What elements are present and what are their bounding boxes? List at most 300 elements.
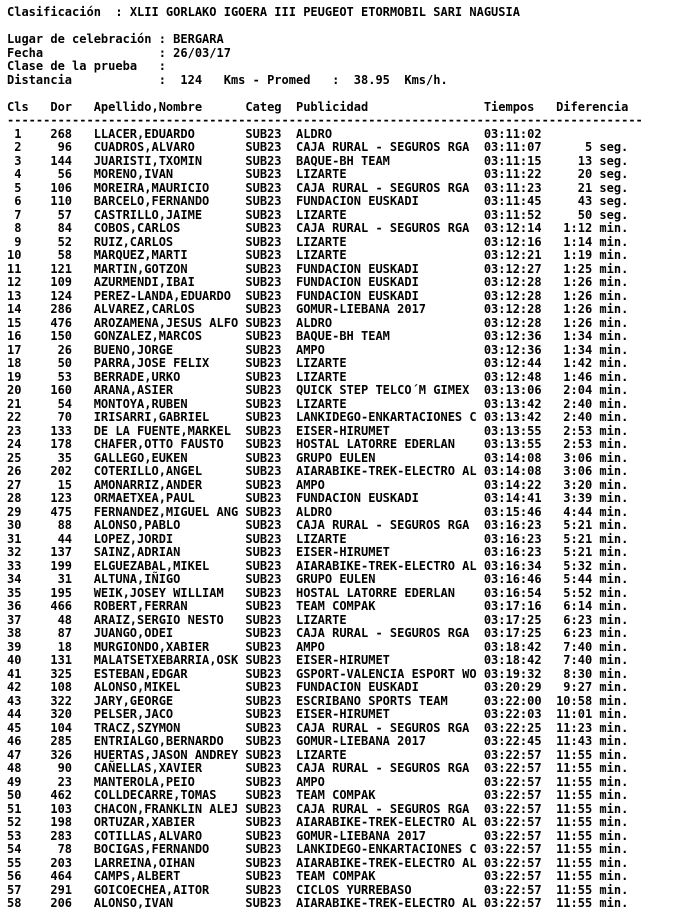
table-row <box>7 398 678 412</box>
sponsor-cell: GSPORT-VALENCIA ESPORT WO <box>295 666 477 681</box>
time-cell: 03:22:57 <box>483 869 542 883</box>
rank-cell: 57 <box>7 882 22 897</box>
title-separator: : <box>115 5 123 19</box>
rank-cell: 30 <box>7 518 22 532</box>
gap-cell: 13 seg. <box>577 153 629 168</box>
time-cell: 03:22:03 <box>483 707 542 721</box>
time-cell: 03:12:21 <box>483 248 542 262</box>
category-cell: SUB23 <box>245 626 282 640</box>
time-cell: 03:22:57 <box>483 896 542 910</box>
category-cell: SUB23 <box>245 329 282 343</box>
rider-name-cell: MURGIONDO,XABIER <box>93 639 210 654</box>
category-cell: SUB23 <box>245 180 282 195</box>
table-row <box>7 519 678 533</box>
sponsor-cell: HOSTAL LATORRE EDERLAN <box>295 585 455 600</box>
rank-cell: 45 <box>7 720 22 735</box>
category-cell: SUB23 <box>245 437 282 451</box>
table-row <box>7 209 678 223</box>
rank-cell: 58 <box>7 896 22 910</box>
rank-cell: 12 <box>7 275 22 289</box>
gap-cell: 5:52 min. <box>563 585 629 600</box>
rider-name-cell: IRISARRI,GABRIEL <box>93 410 210 424</box>
table-header-row <box>7 101 678 115</box>
table-row <box>7 857 678 871</box>
gap-cell: 1:26 min. <box>563 302 629 316</box>
dorsal-cell: 131 <box>50 653 73 667</box>
table-row <box>7 803 678 817</box>
rider-name-cell: JARY,GEORGE <box>93 693 174 708</box>
rank-cell: 27 <box>7 477 22 492</box>
rider-name-cell: COTERILLO,ANGEL <box>93 464 203 478</box>
time-cell: 03:22:57 <box>483 815 542 829</box>
dorsal-cell: 110 <box>50 194 73 208</box>
rank-cell: 35 <box>7 585 22 600</box>
sponsor-cell: CAJA RURAL - SEGUROS RGA <box>295 140 470 154</box>
table-row <box>7 411 678 425</box>
sponsor-cell: LIZARTE <box>295 747 347 762</box>
time-cell: 03:12:44 <box>483 356 542 370</box>
rider-name-cell: ALTUNA,IÑIGO <box>93 572 181 586</box>
sponsor-cell: LIZARTE <box>295 356 347 370</box>
rider-name-cell: BUENO,JORGE <box>93 342 174 357</box>
sponsor-cell: ALDRO <box>295 126 333 141</box>
category-cell: SUB23 <box>245 410 282 424</box>
time-cell: 03:16:34 <box>483 558 542 573</box>
sponsor-cell: TEAM COMPAK <box>295 869 376 883</box>
rank-cell: 52 <box>7 815 22 829</box>
sponsor-cell: LIZARTE <box>295 248 347 262</box>
time-cell: 03:11:23 <box>483 180 542 195</box>
rider-name-cell: LLACER,EDUARDO <box>93 126 195 141</box>
category-cell: SUB23 <box>245 639 282 654</box>
rider-name-cell: CUADROS,ALVARO <box>93 140 195 154</box>
dorsal-cell: 322 <box>50 693 73 708</box>
blank-line <box>7 20 678 34</box>
gap-cell: 20 seg. <box>577 167 629 181</box>
sponsor-cell: FUNDACION EUSKADI <box>295 288 419 303</box>
venue-label: Lugar de celebración <box>7 32 152 46</box>
dorsal-cell: 291 <box>50 882 73 897</box>
table-row <box>7 897 678 911</box>
sponsor-cell: BAQUE-BH TEAM <box>295 329 390 343</box>
sponsor-cell: AIARABIKE-TREK-ELECTRO AL <box>295 896 477 910</box>
table-row <box>7 546 678 560</box>
date-label: Fecha <box>7 45 44 60</box>
table-row <box>7 425 678 439</box>
rider-name-cell: SAINZ,ADRIAN <box>93 545 181 559</box>
rank-cell: 26 <box>7 464 22 478</box>
table-row <box>7 492 678 506</box>
gap-cell: 1:12 min. <box>563 221 629 235</box>
dorsal-cell: 90 <box>57 761 73 775</box>
category-cell: SUB23 <box>245 531 282 546</box>
distance-separator: : <box>158 72 166 87</box>
table-row <box>7 236 678 250</box>
category-cell: SUB23 <box>245 288 282 303</box>
table-row <box>7 681 678 695</box>
gap-cell: 11:55 min. <box>556 869 629 883</box>
dorsal-cell: 476 <box>50 315 73 330</box>
gap-cell: 8:30 min. <box>563 666 629 681</box>
rider-name-cell: ELGUEZABAL,MIKEL <box>93 558 210 573</box>
gap-cell: 1:34 min. <box>563 329 629 343</box>
sponsor-cell: FUNDACION EUSKADI <box>295 261 419 276</box>
category-cell: SUB23 <box>245 396 282 411</box>
rider-name-cell: CASTRILLO,JAIME <box>93 207 203 222</box>
table-row <box>7 317 678 331</box>
rank-cell: 19 <box>7 369 22 384</box>
sponsor-cell: AMPO <box>295 774 325 789</box>
dorsal-cell: 88 <box>57 518 73 532</box>
rider-name-cell: RUIZ,CARLOS <box>93 234 174 249</box>
dorsal-cell: 124 <box>50 288 73 303</box>
sponsor-cell: GOMUR-LIEBANA 2017 <box>295 302 427 316</box>
sponsor-cell: FUNDACION EUSKADI <box>295 194 419 208</box>
table-row <box>7 573 678 587</box>
sponsor-cell: LIZARTE <box>295 612 347 627</box>
category-cell: SUB23 <box>245 342 282 357</box>
rider-name-cell: COTILLAS,ALVARO <box>93 828 203 843</box>
dorsal-cell: 202 <box>50 464 73 478</box>
sponsor-cell: GRUPO EULEN <box>295 572 376 586</box>
rank-cell: 2 <box>14 140 22 154</box>
category-cell: SUB23 <box>245 261 282 276</box>
time-cell: 03:13:06 <box>483 383 542 397</box>
rank-cell: 18 <box>7 356 22 370</box>
table-row <box>7 168 678 182</box>
rank-cell: 31 <box>7 531 22 546</box>
rider-name-cell: MANTEROLA,PEIO <box>93 774 195 789</box>
time-cell: 03:17:25 <box>483 612 542 627</box>
category-cell: SUB23 <box>245 167 282 181</box>
table-row <box>7 290 678 304</box>
sponsor-cell: EISER-HIRUMET <box>295 423 390 438</box>
rank-cell: 42 <box>7 680 22 694</box>
sponsor-cell: TEAM COMPAK <box>295 788 376 802</box>
table-row <box>7 465 678 479</box>
gap-cell: 7:40 min. <box>563 639 629 654</box>
category-cell: SUB23 <box>245 518 282 532</box>
rider-name-cell: PEREZ-LANDA,EDUARDO <box>93 288 231 303</box>
table-row <box>7 263 678 277</box>
dorsal-cell: 50 <box>57 356 73 370</box>
gap-cell: 11:55 min. <box>556 747 629 762</box>
time-cell: 03:15:46 <box>483 504 542 519</box>
table-row <box>7 722 678 736</box>
dorsal-cell: 104 <box>50 720 73 735</box>
rider-name-cell: MARQUEZ,MARTI <box>93 248 188 262</box>
sponsor-cell: LIZARTE <box>295 207 347 222</box>
sponsor-cell: EISER-HIRUMET <box>295 653 390 667</box>
dorsal-cell: 56 <box>57 167 73 181</box>
sponsor-cell: CAJA RURAL - SEGUROS RGA <box>295 761 470 775</box>
table-row <box>7 249 678 263</box>
distance-line <box>7 74 678 88</box>
rider-name-cell: ALONSO,PABLO <box>93 518 181 532</box>
rider-name-cell: MOREIRA,MAURICIO <box>93 180 210 195</box>
rank-cell: 7 <box>14 207 22 222</box>
table-row <box>7 870 678 884</box>
gap-cell: 2:04 min. <box>563 383 629 397</box>
time-cell: 03:13:42 <box>483 396 542 411</box>
dorsal-cell: 31 <box>57 572 73 586</box>
category-cell: SUB23 <box>245 450 282 465</box>
category-cell: SUB23 <box>245 815 282 829</box>
time-cell: 03:22:57 <box>483 828 542 843</box>
dorsal-cell: 103 <box>50 801 73 816</box>
time-cell: 03:12:16 <box>483 234 542 249</box>
dorsal-cell: 106 <box>50 180 73 195</box>
table-row <box>7 762 678 776</box>
sponsor-cell: AMPO <box>295 477 325 492</box>
category-cell: SUB23 <box>245 828 282 843</box>
gap-cell: 2:40 min. <box>563 410 629 424</box>
category-cell: SUB23 <box>245 248 282 262</box>
category-cell: SUB23 <box>245 275 282 289</box>
rider-name-cell: GOICOECHEA,AITOR <box>93 882 210 897</box>
time-cell: 03:22:57 <box>483 747 542 762</box>
rank-cell: 15 <box>7 315 22 330</box>
category-cell: SUB23 <box>245 653 282 667</box>
dorsal-cell: 54 <box>57 396 73 411</box>
rank-cell: 1 <box>14 126 22 141</box>
rider-name-cell: JUARISTI,TXOMIN <box>93 153 203 168</box>
gap-cell: 5:21 min. <box>563 545 629 559</box>
dorsal-cell: 325 <box>50 666 73 681</box>
average-separator: : <box>332 72 340 87</box>
rider-name-cell: COBOS,CARLOS <box>93 221 181 235</box>
gap-cell: 3:20 min. <box>563 477 629 492</box>
time-cell: 03:14:08 <box>483 464 542 478</box>
gap-cell: 11:55 min. <box>556 815 629 829</box>
category-cell: SUB23 <box>245 774 282 789</box>
table-row <box>7 587 678 601</box>
time-cell: 03:13:42 <box>483 410 542 424</box>
time-cell: 03:12:27 <box>483 261 542 276</box>
dorsal-cell: 35 <box>57 450 73 465</box>
time-cell: 03:20:29 <box>483 680 542 694</box>
table-row <box>7 533 678 547</box>
time-cell: 03:19:32 <box>483 666 542 681</box>
gap-cell: 9:27 min. <box>563 680 629 694</box>
gap-cell: 1:26 min. <box>563 315 629 330</box>
sponsor-cell: LIZARTE <box>295 369 347 384</box>
time-cell: 03:11:07 <box>483 140 542 154</box>
gap-cell: 3:39 min. <box>563 491 629 505</box>
rank-cell: 8 <box>14 221 22 235</box>
rank-cell: 49 <box>7 774 22 789</box>
category-cell: SUB23 <box>245 477 282 492</box>
category-cell: SUB23 <box>245 153 282 168</box>
gap-cell: 6:23 min. <box>563 626 629 640</box>
divider-line <box>7 114 678 128</box>
dorsal-cell: 206 <box>50 896 73 910</box>
dorsal-cell: 108 <box>50 680 73 694</box>
dorsal-cell: 326 <box>50 747 73 762</box>
dorsal-cell: 178 <box>50 437 73 451</box>
rider-name-cell: CAÑELLAS,XAVIER <box>93 761 203 775</box>
table-row <box>7 155 678 169</box>
rider-name-cell: DE LA FUENTE,MARKEL <box>93 423 231 438</box>
dorsal-cell: 44 <box>57 531 73 546</box>
category-cell: SUB23 <box>245 194 282 208</box>
gap-cell: 5:21 min. <box>563 518 629 532</box>
gap-cell: 11:55 min. <box>556 788 629 802</box>
gap-cell: 11:55 min. <box>556 761 629 775</box>
gap-cell: 1:46 min. <box>563 369 629 384</box>
gap-cell: 11:23 min. <box>556 720 629 735</box>
title-label: Clasificación <box>7 5 101 19</box>
rank-cell: 28 <box>7 491 22 505</box>
category-cell: SUB23 <box>245 221 282 235</box>
sponsor-cell: CAJA RURAL - SEGUROS RGA <box>295 720 470 735</box>
gap-cell: 5:44 min. <box>563 572 629 586</box>
sponsor-cell: AMPO <box>295 639 325 654</box>
gap-cell: 5:21 min. <box>563 531 629 546</box>
category-cell: SUB23 <box>245 585 282 600</box>
dorsal-cell: 285 <box>50 734 73 748</box>
average-value: 38.95 <box>353 72 390 87</box>
time-cell: 03:17:16 <box>483 599 542 613</box>
category-cell: SUB23 <box>245 423 282 438</box>
table-row <box>7 344 678 358</box>
sponsor-cell: GRUPO EULEN <box>295 450 376 465</box>
gap-cell: 1:26 min. <box>563 275 629 289</box>
table-row <box>7 641 678 655</box>
rider-name-cell: LARREINA,OIHAN <box>93 855 195 870</box>
sponsor-cell: ESCRIBANO SPORTS TEAM <box>295 693 448 708</box>
distance-value: 124 <box>180 72 203 87</box>
time-cell: 03:16:46 <box>483 572 542 586</box>
category-cell: SUB23 <box>245 896 282 910</box>
table-row <box>7 384 678 398</box>
gap-cell: 11:55 min. <box>556 842 629 856</box>
sponsor-cell: LIZARTE <box>295 396 347 411</box>
rank-cell: 46 <box>7 734 22 748</box>
dorsal-cell: 78 <box>57 842 73 856</box>
category-cell: SUB23 <box>245 882 282 897</box>
category-cell: SUB23 <box>245 383 282 397</box>
rank-cell: 17 <box>7 342 22 357</box>
rider-name-cell: HUERTAS,JASON ANDREY <box>93 747 239 762</box>
sponsor-cell: ALDRO <box>295 315 333 330</box>
time-cell: 03:18:42 <box>483 653 542 667</box>
sponsor-cell: HOSTAL LATORRE EDERLAN <box>295 437 455 451</box>
rider-name-cell: CHAFER,OTTO FAUSTO <box>93 437 224 451</box>
date-separator: : <box>158 45 166 60</box>
rank-cell: 34 <box>7 572 22 586</box>
gap-cell: 3:06 min. <box>563 464 629 478</box>
gap-cell: 43 seg. <box>577 194 629 208</box>
date-value: 26/03/17 <box>173 45 231 60</box>
rank-cell: 25 <box>7 450 22 465</box>
category-cell: SUB23 <box>245 545 282 559</box>
rank-cell: 54 <box>7 842 22 856</box>
date-line <box>7 47 678 61</box>
category-cell: SUB23 <box>245 464 282 478</box>
time-cell: 03:22:57 <box>483 761 542 775</box>
dorsal-cell: 26 <box>57 342 73 357</box>
rank-cell: 14 <box>7 302 22 316</box>
sponsor-cell: QUICK STEP TELCO´M GIMEX <box>295 383 470 397</box>
dorsal-cell: 464 <box>50 869 73 883</box>
rank-cell: 40 <box>7 653 22 667</box>
rank-cell: 36 <box>7 599 22 613</box>
column-header-dor: Dor <box>50 99 73 114</box>
rank-cell: 23 <box>7 423 22 438</box>
dorsal-cell: 160 <box>50 383 73 397</box>
table-row <box>7 371 678 385</box>
category-cell: SUB23 <box>245 801 282 816</box>
table-row <box>7 830 678 844</box>
table-row <box>7 776 678 790</box>
gap-cell: 11:55 min. <box>556 855 629 870</box>
table-row <box>7 708 678 722</box>
time-cell: 03:16:23 <box>483 545 542 559</box>
title-value: XLII GORLAKO IGOERA III PEUGEOT ETORMOBIL SARI NAGUSIA <box>129 5 520 19</box>
sponsor-cell: CAJA RURAL - SEGUROS RGA <box>295 221 470 235</box>
category-cell: SUB23 <box>245 680 282 694</box>
table-row <box>7 479 678 493</box>
sponsor-cell: CICLOS YURREBASO <box>295 882 412 897</box>
rank-cell: 41 <box>7 666 22 681</box>
gap-cell: 5:32 min. <box>563 558 629 573</box>
gap-cell: 6:14 min. <box>563 599 629 613</box>
sponsor-cell: AIARABIKE-TREK-ELECTRO AL <box>295 464 477 478</box>
rider-name-cell: TRACZ,SZYMON <box>93 720 181 735</box>
time-cell: 03:13:55 <box>483 423 542 438</box>
gap-cell: 1:19 min. <box>563 248 629 262</box>
category-cell: SUB23 <box>245 842 282 856</box>
dorsal-cell: 320 <box>50 707 73 721</box>
dorsal-cell: 199 <box>50 558 73 573</box>
category-cell: SUB23 <box>245 572 282 586</box>
sponsor-cell: LIZARTE <box>295 531 347 546</box>
time-cell: 03:11:45 <box>483 194 542 208</box>
time-cell: 03:16:23 <box>483 518 542 532</box>
sponsor-cell: CAJA RURAL - SEGUROS RGA <box>295 801 470 816</box>
dorsal-cell: 48 <box>57 612 73 627</box>
rider-name-cell: COLLDECARRE,TOMAS <box>93 788 217 802</box>
category-cell: SUB23 <box>245 140 282 154</box>
rider-name-cell: CHACON,FRANKLIN ALEJ <box>93 801 239 816</box>
category-cell: SUB23 <box>245 869 282 883</box>
gap-cell: 4:44 min. <box>563 504 629 519</box>
category-cell: SUB23 <box>245 491 282 505</box>
time-cell: 03:12:48 <box>483 369 542 384</box>
rider-name-cell: ARANA,ASIER <box>93 383 174 397</box>
category-cell: SUB23 <box>245 558 282 573</box>
sponsor-cell: AIARABIKE-TREK-ELECTRO AL <box>295 815 477 829</box>
time-cell: 03:22:57 <box>483 801 542 816</box>
dorsal-cell: 475 <box>50 504 73 519</box>
table-row <box>7 600 678 614</box>
sponsor-cell: LIZARTE <box>295 167 347 181</box>
dorsal-cell: 109 <box>50 275 73 289</box>
time-cell: 03:12:14 <box>483 221 542 235</box>
rank-cell: 20 <box>7 383 22 397</box>
venue-value: BERGARA <box>173 32 224 46</box>
sponsor-cell: ALDRO <box>295 504 333 519</box>
time-cell: 03:22:00 <box>483 693 542 708</box>
dorsal-cell: 268 <box>50 126 73 141</box>
rider-name-cell: LOPEZ,JORDI <box>93 531 174 546</box>
dorsal-cell: 23 <box>57 774 73 789</box>
rider-name-cell: AZURMENDI,IBAI <box>93 275 195 289</box>
rank-cell: 38 <box>7 626 22 640</box>
category-cell: SUB23 <box>245 693 282 708</box>
rider-name-cell: BERRADE,URKO <box>93 369 181 384</box>
